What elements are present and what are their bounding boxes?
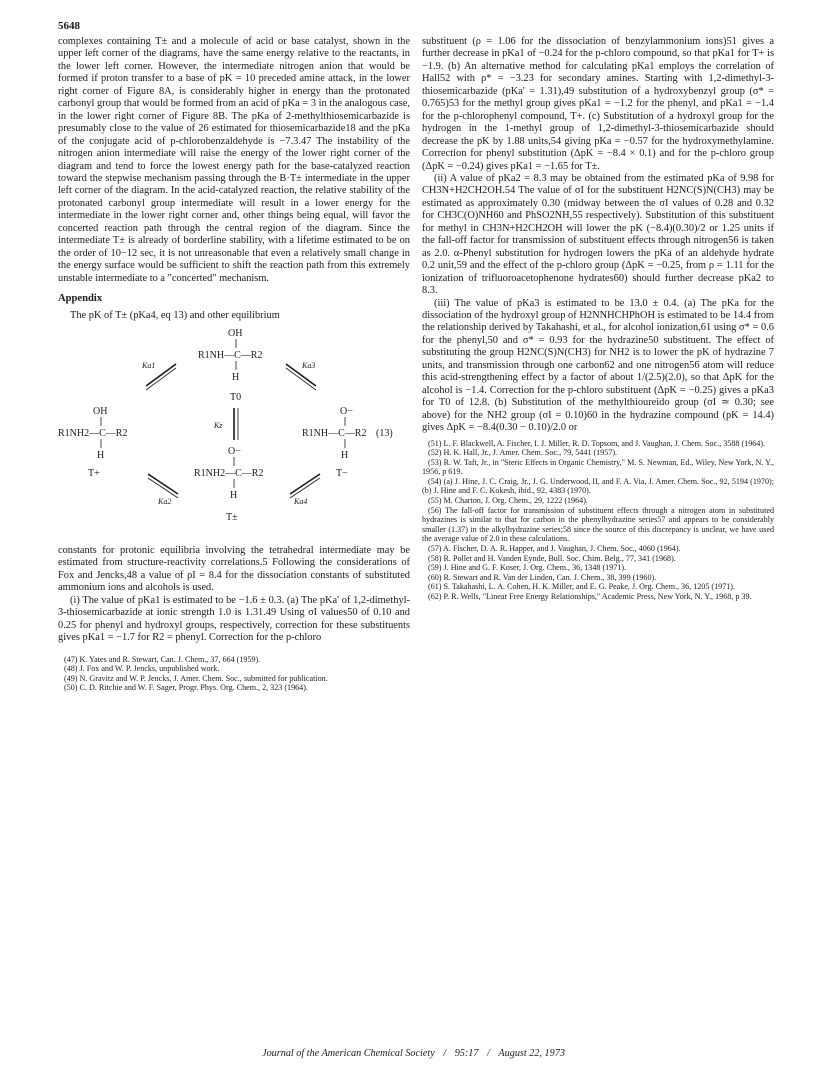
scheme-top-h: H [232,371,240,383]
footer-date: August 22, 1973 [498,1048,565,1059]
scheme-right-main: R1NH—C—R2 [302,427,367,439]
footer-separator: / [487,1048,490,1059]
scheme-bottom-main: R1NH2—C—R2 [194,467,264,479]
reference-55: (55) M. Charton, J. Org. Chem., 29, 1222 (1964). [428,496,588,506]
right-paragraph-1: substituent (ρ = 1.06 for the dissociation of benzylammonium ions)51 gives a further decrease in pKa1 of −0.24 for the p-chloro compound, so that pKa1 for T+ is −1.9. (b) An alternative method for calculating pKa1 employs the correlation of Hall52 with ρ* = −3.23 for secondary amines. Starting with 1,2-dimethyl-3-thiosemicarbazide (pKa' = 1.31),49 substitution of a hydroxybenzyl group (σ* = 0.765)53 for the methyl group gives pKa1 = −1.2 for the phenyl, and pKa1 = −1.4 for the p-chlorophenyl compound, T+. (c) Substitution of a hydroxyl group for the hydrogen in the 1-methyl group of 1,2-dimethyl-3-thiosemicarbazide should decrease the pK by 1.88 units,54 giving pKa = −0.57 for the hydroxymethylamine. Correction for phenyl substitution (ΔpK = −8.4 × 0.1) and for the p-chloro group (ΔpK = −0.24) gives pKa1 = −1.65 for T±. [422,36,774,172]
reference-56: (56) The fall-off factor for transmission of substituent effects through a nitrogen atom in substituted hydrazines is similar to that for carbon in the phenylhydrazine series57 and appears to be considerably smaller (1.37) in the alkylhydrazine series;58 since the source of this discrepancy is unclear, we have used the average value of 2.0 in these calculations. [422,505,774,544]
reference-58: (58) R. Pollet and H. Vanden Eynde, Bull. Soc. Chim. Belg., 77, 341 (1968). [428,553,676,563]
scheme-label-ka2: Ka2 [158,496,172,506]
reference-47: (47) K. Yates and R. Stewart, Can. J. Chem., 37, 664 (1959). [64,654,261,664]
left-paragraph-1: complexes containing T± and a molecule of acid or base catalyst, shown in the upper left corner of the diagrams, have the same energy relative to the reactants, in the lower left corner. However, the intermediate nitrogen anion that would be formed if proton transfer to a base of pK = 10 preceded amine attack, in the lower right corner of Figure 8A, is considerably higher in energy than the protonated carbonyl group that would be formed from an acid of pKa = 3 in the analogous case, in the lower right corner of Figure 8B. The pKa of 2-methylthiosemicarbazide is presumably close to the value of 26 estimated for thiosemicarbazide18 and the pKa of the conjugate acid of p-chlorobenzaldehyde is −7.3.47 The instability of the nitrogen anion intermediate will raise the energy of the lower right corner of the diagram and tend to force the lowest energy path for the base-catalyzed reaction toward the stepwise mechanism passing through the B·T± intermediate in the upper left corner of the diagram. In the acid-catalyzed reaction, the relative stability of the protonated carbonyl group intermediate will result in a lower energy for the intermediate in the lower right corner and, other things being equal, will favor the concerted reaction path through the central region of the diagram. Since the intermediate T± is already of borderline stability, with a lifetime estimated to be on the order of 10−12 sec, it is not unreasonable that even a relatively small change in the energy surface would be sufficient to shift the reaction path from this extremely unstable intermediate to a "concerted" mechanism. [58,36,410,284]
appendix-intro: The pK of T± (pKa4, eq 13) and other equilibrium [70,309,280,321]
left-column [58,36,410,693]
scheme-bottom-o: O− [228,445,241,457]
footer-journal-name: Journal of the American Chemical Society [262,1048,435,1059]
scheme-arrow-kz [234,408,238,440]
page-number: 5648 [58,20,80,32]
right-references [422,439,774,602]
scheme-label-ka1: Ka1 [142,360,156,370]
reference-54: (54) (a) J. Hine, J. C. Craig, Jr., J. G. Underwood, II, and F. A. Via, J. Amer. Chem. Soc., 92, 5194 (1970); (b) J. Hine and F. C. Kokesh, ibid., 92, 4383 (1970). [422,476,774,496]
scheme-t-minus-label: T− [336,467,348,479]
reference-51: (51) L. F. Blackwell, A. Fischer, I. J. Miller, R. D. Topsom, and J. Vaughan, J. Chem. Soc., 3588 (1964). [428,438,766,448]
scheme-right-h: H [341,449,349,461]
scheme-left-oh: OH [93,405,108,417]
scheme-t-plus-label: T+ [88,467,100,479]
scheme-label-ka3: Ka3 [302,360,316,370]
scheme-right-o: O− [340,405,353,417]
scheme-equation-number: (13) [376,427,393,439]
scheme-t-pm-label: T± [226,511,238,523]
scheme-left-h: H [97,449,105,461]
equilibrium-scheme-drawing [58,324,410,539]
scheme-left-main: R1NH2—C—R2 [58,427,128,439]
scheme-label-kz: Kz [214,420,223,430]
right-paragraph-2: (ii) A value of pKa2 = 8.3 may be obtained from the estimated pKa of 9.98 for CH3N+H2CH2OH.54 The value of σI for the substituent H2NC(S)N(CH3) may be estimated as approximately 0.30 (midway between the σI values of 0.28 and 0.32 for CH3C(O)NH60 and PhSO2NH,55 respectively). Substitution of this substituent for methyl in CH3N+H2CH2OH will lower the pK (−8.4)(0.30)/2 or 1.25 units if the fall-off factor for transmission of substituent effects through nitrogen56 is taken as 2.0. α-Phenyl substitution for hydrogen lowers the pKa of an aldehyde hydrate 0.2 unit,59 and the effect of the p-chloro group (ΔpK = −0.25, from ρ = 1.11 for the ionization of trifluoroacetophenone hydrates60) should further decrease pKa2 to 8.3. [422,172,774,297]
left-paragraph-3: (i) The value of pKa1 is estimated to be −1.6 ± 0.3. (a) The pKa' of 1,2-dimethyl-3-thiosemicarbazide at ionic strength 1.0 is 1.31.49 Using σI values50 of 0.10 and 0.25 for phenyl and hydroxyl groups, respectively, correction for these substituents gives pKa1 = −1.7 for R2 = phenyl. Correction for the p-chloro [58,594,410,644]
reference-52: (52) H. K. Hall, Jr., J. Amer. Chem. Soc., 79, 5441 (1957). [428,448,618,458]
left-paragraph-2: constants for protonic equilibria involving the tetrahedral intermediate may be estimated from structure-reactivity correlations.5 Following the considerations of Fox and Jencks,48 a value of ρI = 8.4 for the dissociation constants of substituted ammonium ions and alcohols is used. [58,544,410,594]
appendix-heading: Appendix [58,293,103,305]
reference-57: (57) A. Fischer, D. A. R. Happer, and J. Vaughan, J. Chem. Soc., 4060 (1964). [428,544,681,554]
footer-separator: / [443,1048,447,1059]
reference-49: (49) N. Gravitz and W. P. Jencks, J. Amer. Chem. Soc., submitted for publication. [64,673,328,683]
footer-volume: 95:17 [454,1048,479,1059]
right-paragraph-3: (iii) The value of pKa3 is estimated to be 13.0 ± 0.4. (a) The pKa for the dissociation of the hydroxyl group of H2NNHCHPhOH is estimated to be 14.4 from the relationship derived by Takahashi, et al., for alcohol ionization,61 using σ* = 0.6 for the phenyl,50 and σ* = 0.93 for the hydrazine50 substituent. The effect of substituting the group H2NC(S)N(CH3) for NH2 is to lower the pK of hydrazine 7 units, and transmission through one carbon62 and one nitrogen56 atom will reduce this acid-strengthening effect by a factor of about 1/(2.5)(2.0), so that ΔpK for the alcohol is −1.4. Correction for the p-chloro substituent (ΔpK = −0.25) gives a pKa3 for T0 of 12.8. (b) Substitution of the methylthioureido group (σI ≃ 0.30; see above) for the NH2 group (σI = 0.10)60 in the hydrazine compound (pK = 14.4) gives ΔpK = −8.4(0.30 − 0.10)/2.0 or [422,297,774,434]
reference-62: (62) P. R. Wells, "Linear Free Energy Relationships," Academic Press, New York, N. Y., 1968, p 39. [428,592,752,601]
left-references [58,655,410,693]
reference-53: (53) R. W. Taft, Jr., in "Steric Effects in Organic Chemistry," M. S. Newman, Ed., Wiley, New York, N. Y., 1956, p 619. [422,457,774,477]
scheme-arrow-ka2 [148,474,178,498]
scheme-top-main: R1NH—C—R2 [198,349,263,361]
right-column [422,36,774,602]
reference-61: (61) S. Takahashi, L. A. Cohen, H. K. Miller, and E. G. Peake, J. Org. Chem., 36, 1205 (1971). [428,582,736,592]
reference-48: (48) J. Fox and W. P. Jencks, unpublished work. [64,664,220,674]
reference-50: (50) C. D. Ritchie and W. F. Sager, Progr. Phys. Org. Chem., 2, 323 (1964). [64,683,308,693]
scheme-t0-label: T0 [230,391,242,403]
scheme-label-ka4: Ka4 [294,496,308,506]
scheme-top-oh: OH [228,327,243,339]
equilibrium-scheme [58,324,410,539]
journal-footer [0,1048,827,1059]
reference-60: (60) R. Stewart and R. Van der Linden, Can. J. Chem., 38, 399 (1960). [428,572,657,582]
reference-59: (59) J. Hine and G. F. Koser, J. Org. Chem., 36, 1348 (1971). [428,563,627,573]
scheme-bottom-h: H [230,489,238,501]
scheme-arrow-ka4 [290,474,320,498]
